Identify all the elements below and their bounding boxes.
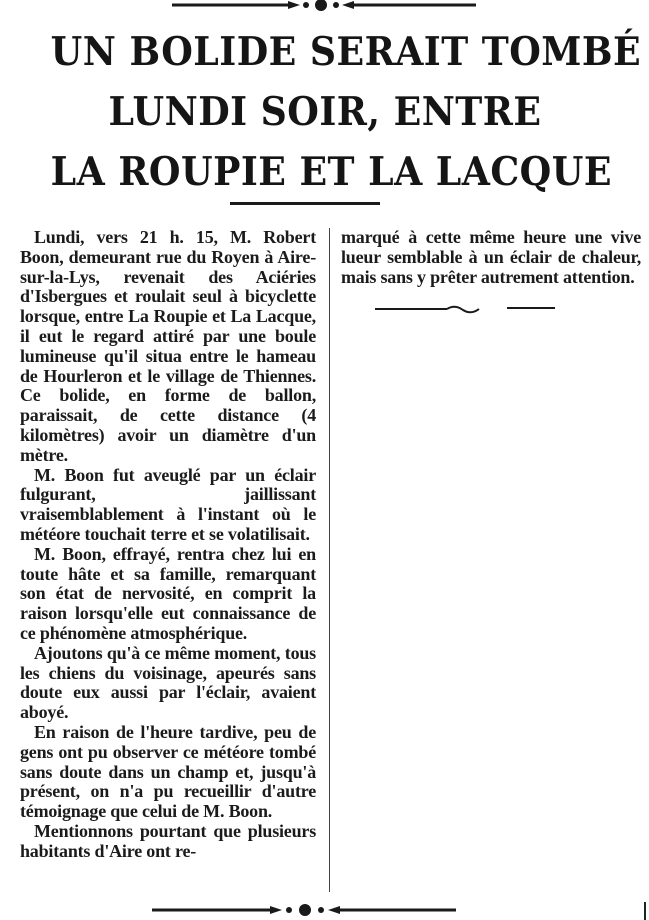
- article-paragraph-4: Ajoutons qu'à ce même moment, tous les chiens du voisinage, apeurés sans doute eux aussi par l'éclair, avaient aboyé.: [20, 642, 316, 723]
- article-paragraph-1: Lundi, vers 21 h. 15, M. Robert Boon, demeurant rue du Royen à Aire-sur-la-Lys, revenait des Aciéries d'Isbergues et roulait seul à bicyclette lorsque, entre La Roupie et La Lacque, il eut le regard attiré par une boule lumineuse qu'il situa entre le hameau de Hourleron et le village de Thiennes. Ce bolide, en forme de ballon, paraissait, de cette distance (4 kilomètres) avoir un diamètre d'un mètre.: [20, 227, 316, 465]
- edge-mark: [644, 902, 646, 920]
- article-column-right: [341, 228, 641, 287]
- headline-line-2: LUNDI SOIR, ENTRE: [108, 89, 542, 135]
- article-column-left: [20, 228, 316, 892]
- article-paragraph-2: M. Boon fut aveuglé par un éclair fulgurant, jaillissant vraisemblablement à l'instant où le météore touchait terre et se volatilisait.: [20, 464, 316, 544]
- top-ornament-rule: [0, 0, 649, 14]
- end-ornament: [375, 304, 555, 316]
- headline-line-3: LA ROUPIE ET LA LACQUE: [50, 149, 612, 195]
- article-paragraph-5: En raison de l'heure tardive, peu de gens ont pu observer ce météore tombé sans doute dans un champ et, jusqu'à présent, on n'a pu recueillir d'autre témoignage que celui de M. Boon.: [20, 721, 316, 822]
- headline-divider: [230, 202, 380, 205]
- headline-line-1: UN BOLIDE SERAIT TOMBÉ: [50, 29, 642, 75]
- bottom-ornament-rule: [0, 902, 649, 916]
- article-paragraph-3: M. Boon, effrayé, rentra chez lui en toute hâte et sa famille, remarquant son état de nervosité, en comprit la raison lorsqu'elle eut connaissance de ce phénomène atmosphérique.: [20, 543, 316, 643]
- column-divider: [329, 228, 330, 892]
- article-paragraph-6: Mentionnons pourtant que plusieurs habitants d'Aire ont re-: [20, 820, 316, 861]
- article-continuation: marqué à cette même heure une vive lueur semblable à un éclair de chaleur, mais sans y prêter autrement attention.: [341, 227, 641, 287]
- headline: [50, 22, 642, 202]
